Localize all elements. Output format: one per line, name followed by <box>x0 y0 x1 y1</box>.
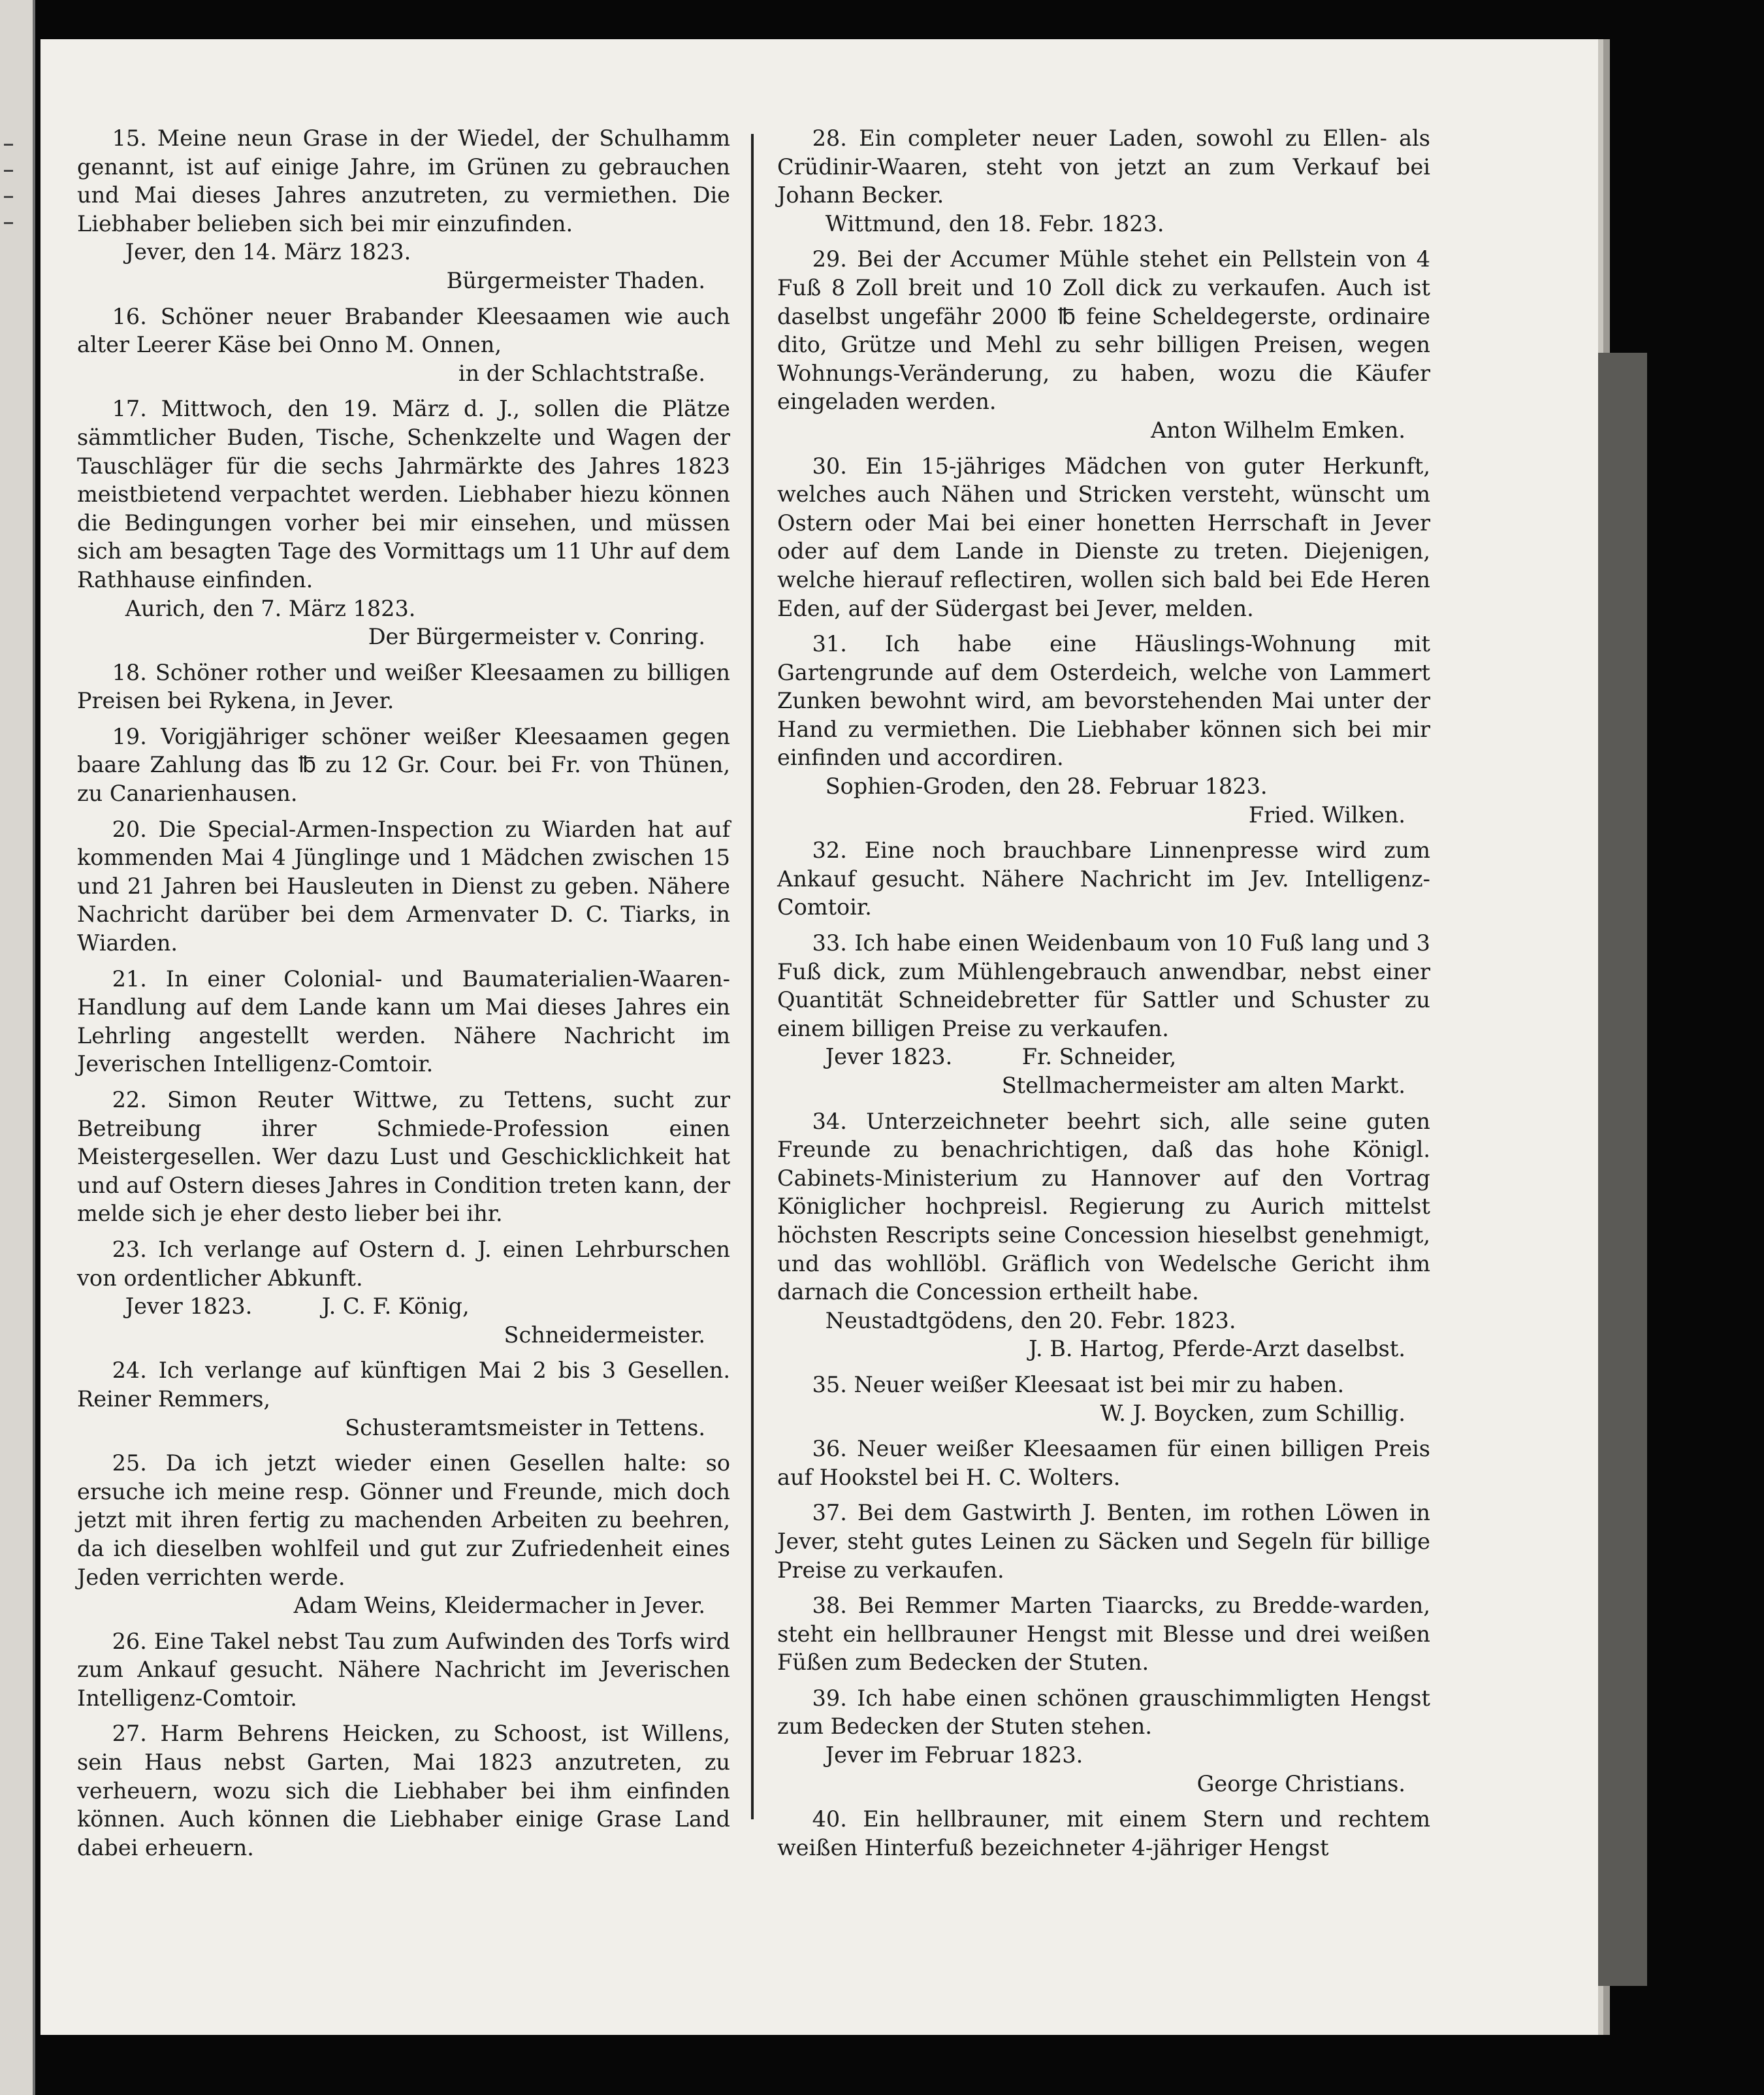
entry-number: 29. <box>812 246 847 272</box>
entry-body <box>777 1684 1430 1741</box>
entry-number: 15. <box>112 125 147 151</box>
entry-place-date: Wittmund, den 18. Febr. 1823. <box>825 210 1164 236</box>
entry-body <box>77 815 730 958</box>
entry-number: 18. <box>112 659 147 685</box>
entry-text: Ein hellbrauner, mit einem Stern und rechtem weißen Hinterfuß bezeichneter 4-jähriger Hengst <box>777 1806 1431 1860</box>
entry-text: Bei der Accumer Mühle stehet ein Pellstein von 4 Fuß 8 Zoll breit und 10 Zoll dick zu verkaufen. Auch ist daselbst ungefähr 2000 ℔ feine Scheldegerste, ordinaire dito, Grütze und Mehl zu sehr billigen Preisen, wegen Wohnungs-Veränderung, zu haben, wozu die Käufer eingeladen werden. <box>777 246 1430 415</box>
entry-body <box>77 1235 730 1292</box>
entry-text: Die Special-Armen-Inspection zu Wiarden hat auf kommenden Mai 4 Jünglinge und 1 Mädchen zwischen 15 und 21 Jahren bei Hausleuten in Dienst zu geben. Nähere Nachricht darüber bei dem Armenvater D. C. Tiarks, in Wiarden. <box>77 816 730 956</box>
entry-signature: J. B. Hartog, Pferde-Arzt daselbst. <box>1029 1336 1405 1362</box>
entry-signature: Anton Wilhelm Emken. <box>1151 417 1405 443</box>
advertisement-entry <box>777 836 1430 922</box>
entry-text: Schöner neuer Brabander Kleesaamen wie auch alter Leerer Käse bei Onno M. Onnen, <box>77 303 730 358</box>
advertisement-entry <box>77 965 730 1079</box>
entry-number: 35. <box>812 1371 847 1397</box>
entry-text: Ich verlange auf künftigen Mai 2 bis 3 Gesellen. Reiner Remmers, <box>77 1357 730 1412</box>
entry-signature: Bürgermeister Thaden. <box>446 267 705 293</box>
advertisement-entry <box>77 395 730 651</box>
advertisement-entry <box>777 1684 1430 1798</box>
entry-body <box>777 1435 1430 1491</box>
advertisement-entry <box>777 1499 1430 1584</box>
advertisement-entry <box>777 1805 1430 1862</box>
entry-number: 25. <box>112 1450 147 1476</box>
entry-signature: in der Schlachtstraße. <box>458 360 705 386</box>
advertisement-entry <box>77 1627 730 1713</box>
entry-body <box>777 836 1430 922</box>
entry-signature: Der Bürgermeister v. Conring. <box>368 624 705 650</box>
entry-text: Mittwoch, den 19. März d. J., sollen die Plätze sämmtlicher Buden, Tische, Schenkzelte und Wagen der Tauschläger für die sechs Jahrmärkte des Jahres 1823 meistbietend verpachtet werden. Liebhaber hiezu können die Bedingungen vorher bei mir einsehen, und müssen sich am besagten Tage des Vormittags um 11 Uhr auf dem Rathhause einfinden. <box>77 396 730 593</box>
entry-number: 31. <box>812 631 847 657</box>
advertisement-entry <box>777 1371 1430 1427</box>
entry-text: Ein 15-jähriges Mädchen von guter Herkunft, welches auch Nähen und Stricken versteht, wünscht um Ostern oder Mai bei einer honetten Herrschaft in Jever oder auf dem Lande in Dienste zu treten. Diejenigen, welche hierauf reflectiren, wollen sich bald bei Ede Heren Eden, auf der Südergast bei Jever, melden. <box>777 453 1430 621</box>
entry-number: 40. <box>812 1806 847 1832</box>
entry-body <box>777 1107 1430 1307</box>
entry-body <box>777 1371 1430 1399</box>
entry-number: 34. <box>812 1108 847 1134</box>
entry-number: 38. <box>812 1593 847 1619</box>
entry-text: Harm Behrens Heicken, zu Schoost, ist Willens, sein Haus nebst Garten, Mai 1823 anzutreten, zu verheuern, wozu sich die Liebhaber bei ihm einfinden können. Auch können die Liebhaber einige Grase Land dabei erheuern. <box>77 1721 730 1860</box>
entry-number: 27. <box>112 1721 147 1747</box>
entry-number: 33. <box>812 930 847 956</box>
advertisement-entry <box>777 1435 1430 1491</box>
entry-place-date: Jever 1823. J. C. F. König, <box>125 1293 470 1320</box>
entry-body <box>77 1627 730 1713</box>
advertisement-entry <box>777 1107 1430 1363</box>
entry-text: Unterzeichneter beehrt sich, alle seine guten Freunde zu benachrichtigen, daß das hohe Königl. Cabinets-Ministerium zu Hannover auf den Vortrag Königlicher hochpreisl. Regierung zu Aurich mittelst höchsten Rescripts seine Concession hieselbst genehmigt, und das wohllöbl. Gräflich von Wedelsche Gericht ihm darnach die Concession ertheilt habe. <box>777 1108 1430 1305</box>
entry-body <box>77 658 730 715</box>
advertisement-entry <box>77 1719 730 1862</box>
entry-body <box>77 723 730 808</box>
entry-number: 16. <box>112 303 147 329</box>
entry-body <box>777 929 1430 1043</box>
entry-body <box>777 1805 1430 1862</box>
entry-signature: George Christians. <box>1196 1770 1405 1796</box>
entry-place-date: Jever, den 14. März 1823. <box>125 239 411 265</box>
advertisement-entry <box>77 1086 730 1228</box>
entry-number: 28. <box>812 125 847 151</box>
column-divider <box>751 134 754 1819</box>
advertisement-entry <box>777 1591 1430 1677</box>
entry-text: In einer Colonial- und Baumaterialien-Waaren-Handlung auf dem Lande kann um Mai dieses Jahres ein Lehrling angestellt werden. Nähere Nachricht im Jeverischen Intelligenz-Comtoir. <box>77 966 730 1077</box>
entry-text: Ich verlange auf Ostern d. J. einen Lehrburschen von ordentlicher Abkunft. <box>77 1236 730 1291</box>
entry-body <box>777 124 1430 210</box>
entry-text: Bei Remmer Marten Tiaarcks, zu Bredde-warden, steht ein hellbrauner Hengst mit Blesse und drei weißen Füßen zum Bedecken der Stuten. <box>777 1593 1431 1676</box>
entry-number: 30. <box>812 453 847 479</box>
entry-signature: Fried. Wilken. <box>1248 802 1405 828</box>
entry-number: 24. <box>112 1357 147 1384</box>
entry-signature: Schneidermeister. <box>504 1322 705 1348</box>
entry-text: Vorigjähriger schöner weißer Kleesaamen gegen baare Zahlung das ℔ zu 12 Gr. Cour. bei Fr. von Thünen, zu Canarienhausen. <box>77 723 730 807</box>
entry-signature: Adam Weins, Kleidermacher in Jever. <box>293 1593 705 1619</box>
advertisement-entry <box>77 658 730 715</box>
entry-text: Neuer weißer Kleesaamen für einen billigen Preis auf Hookstel bei H. C. Wolters. <box>777 1436 1430 1490</box>
entry-text: Bei dem Gastwirth J. Benten, im rothen Löwen in Jever, steht gutes Leinen zu Säcken und Segeln für billige Preise zu verkaufen. <box>777 1500 1430 1583</box>
entry-signature: Schusteramtsmeister in Tettens. <box>345 1414 705 1440</box>
entry-body <box>77 1719 730 1862</box>
entry-body <box>77 1449 730 1591</box>
entry-text: Eine Takel nebst Tau zum Aufwinden des Torfs wird zum Ankauf gesucht. Nähere Nachricht im Jeverischen Intelligenz-Comtoir. <box>77 1628 730 1711</box>
advertisement-entry <box>77 1356 730 1442</box>
advertisement-entry <box>77 1449 730 1620</box>
entry-body <box>77 395 730 594</box>
entry-number: 22. <box>112 1087 147 1112</box>
entry-number: 23. <box>112 1236 147 1262</box>
entry-place-date: Sophien-Groden, den 28. Februar 1823. <box>825 773 1268 800</box>
entry-place-date: Jever im Februar 1823. <box>825 1742 1083 1768</box>
entry-place-date: Aurich, den 7. März 1823. <box>125 595 416 621</box>
entry-number: 26. <box>112 1628 147 1654</box>
advertisement-entry <box>77 302 730 388</box>
entry-signature: W. J. Boycken, zum Schillig. <box>1100 1400 1405 1426</box>
advertisement-entry <box>777 124 1430 238</box>
entry-number: 19. <box>112 723 147 749</box>
advertisement-entry <box>77 723 730 808</box>
entry-body <box>77 1086 730 1228</box>
right-column <box>777 124 1430 1869</box>
entry-body <box>777 1591 1430 1677</box>
advertisement-entry <box>77 1235 730 1349</box>
entry-text: Ich habe einen schönen grauschimmligten Hengst zum Bedecken der Stuten stehen. <box>777 1685 1430 1740</box>
entry-text: Ich habe einen Weidenbaum von 10 Fuß lang und 3 Fuß dick, zum Mühlengebrauch anwendbar, nebst einer Quantität Schneidebretter für Sattler und Schuster zu einem billigen Preise zu verkaufen. <box>777 930 1430 1041</box>
page-stack-edge <box>1598 353 1647 1986</box>
entry-text: Ich habe eine Häuslings-Wohnung mit Gartengrunde auf dem Osterdeich, welche von Lammert Zunken bewohnt wird, am bevorstehenden Mai unter der Hand zu vermiethen. Die Liebhaber können sich bei mir einfinden und accordiren. <box>777 631 1430 771</box>
advertisement-entry <box>77 815 730 958</box>
advertisement-entry <box>777 245 1430 444</box>
advertisement-entry <box>77 124 730 295</box>
entry-place-date: Neustadtgödens, den 20. Febr. 1823. <box>825 1307 1236 1333</box>
entry-text: Neuer weißer Kleesaat ist bei mir zu haben. <box>854 1371 1345 1397</box>
adjacent-page-edge <box>0 0 35 2095</box>
entry-text: Schöner rother und weißer Kleesaamen zu billigen Preisen bei Rykena, in Jever. <box>77 659 730 714</box>
entry-text: Eine noch brauchbare Linnenpresse wird zum Ankauf gesucht. Nähere Nachricht im Jev. Intelligenz-Comtoir. <box>777 837 1430 920</box>
entry-signature: Stellmachermeister am alten Markt. <box>1001 1073 1405 1098</box>
entry-body <box>77 124 730 238</box>
entry-body <box>777 245 1430 416</box>
entry-number: 39. <box>812 1685 847 1711</box>
entry-text: Simon Reuter Wittwe, zu Tettens, sucht zur Betreibung ihrer Schmiede-Profession einen Meistergesellen. Wer dazu Lust und Geschicklichkeit hat und auf Ostern dieses Jahres in Condition treten kann, der melde sich je eher desto lieber bei ihr. <box>77 1087 730 1227</box>
entry-text: Meine neun Grase in der Wiedel, der Schulhamm genannt, ist auf einige Jahre, im Grünen zu gebrauchen und Mai dieses Jahres anzutreten, zu vermiethen. Die Liebhaber belieben sich bei mir einzufinden. <box>77 125 730 236</box>
advertisement-entry <box>777 452 1430 623</box>
entry-number: 20. <box>112 816 147 842</box>
entry-number: 36. <box>812 1436 847 1462</box>
entry-text: Da ich jetzt wieder einen Gesellen halte: so ersuche ich meine resp. Gönner und Freunde, mich doch jetzt mit ihren fertig zu machenden Arbeiten zu beehren, da ich dieselben wohlfeil und gut zur Zufriedenheit eines Jeden verrichten werde. <box>77 1450 730 1590</box>
entry-place-date: Jever 1823. Fr. Schneider, <box>825 1044 1177 1070</box>
advertisement-entry <box>777 630 1430 829</box>
entry-number: 21. <box>112 966 147 992</box>
entry-body <box>777 1499 1430 1584</box>
entry-number: 37. <box>812 1500 847 1526</box>
entry-body <box>777 630 1430 772</box>
left-column <box>77 124 730 1869</box>
entry-body <box>77 965 730 1079</box>
advertisement-entry <box>777 929 1430 1100</box>
entry-body <box>77 1356 730 1413</box>
entry-number: 17. <box>112 396 147 422</box>
entry-body <box>777 452 1430 623</box>
entry-text: Ein completer neuer Laden, sowohl zu Ellen- als Crüdinir-Waaren, steht von jetzt an zum Verkauf bei Johann Becker. <box>777 125 1430 208</box>
entry-number: 32. <box>812 837 847 864</box>
entry-body <box>77 302 730 359</box>
